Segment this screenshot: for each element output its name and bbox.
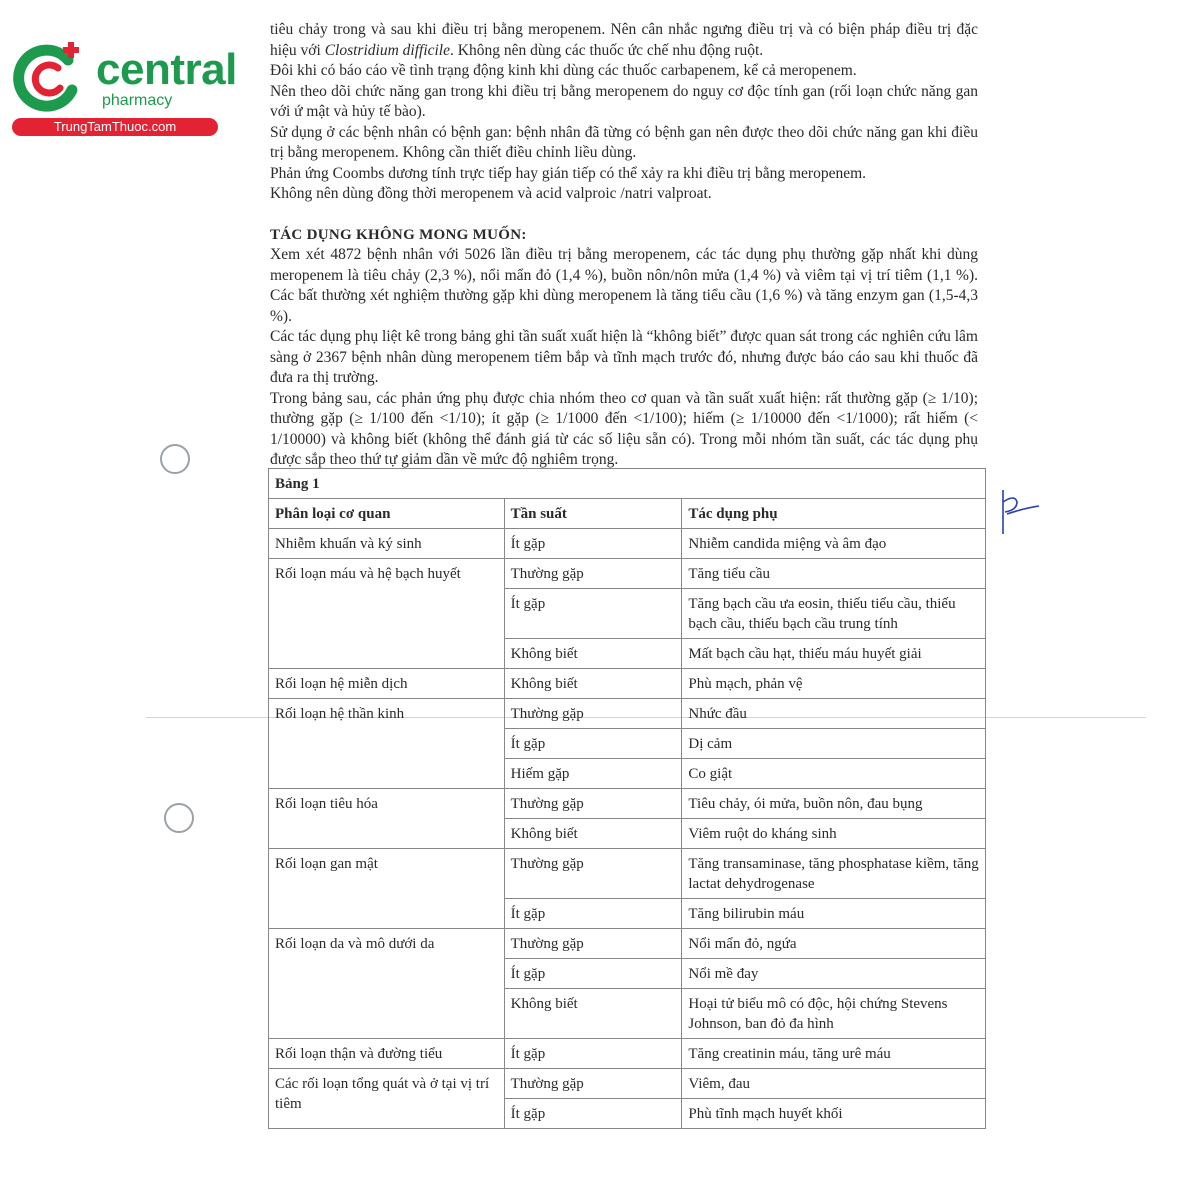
frequency-cell: Không biết xyxy=(504,669,682,699)
organ-class-cell: Rối loạn hệ thần kinh xyxy=(269,699,505,789)
paragraph: tiêu chảy trong và sau khi điều trị bằng meropenem. Nên cân nhắc ngưng điều trị và có biện pháp điều trị đặc hiệu với Clostridium difficile. Không nên dùng các thuốc ức chế nhu động ruột. xyxy=(270,21,978,59)
frequency-cell: Ít gặp xyxy=(504,959,682,989)
effect-cell: Tăng bạch cầu ưa eosin, thiếu tiểu cầu, thiếu bạch cầu, thiếu bạch cầu trung tính xyxy=(682,589,986,639)
frequency-cell: Thường gặp xyxy=(504,1069,682,1099)
effect-cell: Hoại tử biểu mô có độc, hội chứng Stevens Johnson, ban đỏ đa hình xyxy=(682,989,986,1039)
column-header-effect: Tác dụng phụ xyxy=(682,499,986,529)
logo-website[interactable]: TrungTamThuoc.com xyxy=(12,118,218,136)
column-header-frequency: Tần suất xyxy=(504,499,682,529)
frequency-cell: Ít gặp xyxy=(504,589,682,639)
adverse-effects-table xyxy=(268,468,986,1129)
paragraph: Nên theo dõi chức năng gan trong khi điều trị bằng meropenem do nguy cơ độc tính gan (rối loạn chức năng gan với ứ mật và hủy tế bào). xyxy=(270,82,978,120)
frequency-cell: Thường gặp xyxy=(504,929,682,959)
document-body xyxy=(270,20,978,471)
organ-class-cell: Rối loạn tiêu hóa xyxy=(269,789,505,849)
effect-cell: Nhức đầu xyxy=(682,699,986,729)
effect-cell: Tăng transaminase, tăng phosphatase kiềm, tăng lactat dehydrogenase xyxy=(682,849,986,899)
section-paragraph: Trong bảng sau, các phản ứng phụ được chia nhóm theo cơ quan và tần suất xuất hiện: rất thường gặp (≥ 1/10); thường gặp (≥ 1/100 đến <1/10); ít gặp (≥ 1/1000 đến <1/100); hiếm (≥ 1/10000 đến <1/1000); rất hiếm (< 1/10000) và không biết (không thể đánh giá từ các số liệu sẵn có). Trong mỗi nhóm tần suất, các tác dụng phụ được sắp theo thứ tự giảm dần về mức độ nghiêm trọng. xyxy=(270,389,978,468)
central-pharmacy-logo[interactable] xyxy=(10,38,237,138)
effect-cell: Nổi mề đay xyxy=(682,959,986,989)
paragraph: Đôi khi có báo cáo về tình trạng động kinh khi dùng các thuốc carbapenem, kể cả meropenem. xyxy=(270,62,857,79)
table-row xyxy=(269,1039,986,1069)
organ-class-cell: Rối loạn gan mật xyxy=(269,849,505,929)
frequency-cell: Ít gặp xyxy=(504,1039,682,1069)
frequency-cell: Không biết xyxy=(504,639,682,669)
effect-cell: Nổi mẩn đỏ, ngứa xyxy=(682,929,986,959)
effect-cell: Viêm, đau xyxy=(682,1069,986,1099)
effect-cell: Co giật xyxy=(682,759,986,789)
paragraph: Phản ứng Coombs dương tính trực tiếp hay gián tiếp có thể xảy ra khi điều trị bằng meropenem. xyxy=(270,164,867,182)
punch-hole xyxy=(164,803,194,833)
table-row xyxy=(269,699,986,729)
frequency-cell: Hiếm gặp xyxy=(504,759,682,789)
paragraph: Sử dụng ở các bệnh nhân có bệnh gan: bệnh nhân đã từng có bệnh gan nên được theo dõi chức năng gan khi điều trị bằng meropenem. Không cần thiết điều chỉnh liều dùng. xyxy=(270,123,978,161)
organ-class-cell: Các rối loạn tổng quát và ở tại vị trí tiêm xyxy=(269,1069,505,1129)
frequency-cell: Thường gặp xyxy=(504,789,682,819)
effect-cell: Phù mạch, phản vệ xyxy=(682,669,986,699)
table-row xyxy=(269,929,986,959)
central-logo-icon xyxy=(10,38,90,118)
frequency-cell: Thường gặp xyxy=(504,559,682,589)
effect-cell: Phù tĩnh mạch huyết khối xyxy=(682,1099,986,1129)
paragraph: Không nên dùng đồng thời meropenem và acid valproic /natri valproat. xyxy=(270,185,712,202)
table-row xyxy=(269,669,986,699)
effect-cell: Mất bạch cầu hạt, thiếu máu huyết giải xyxy=(682,639,986,669)
organ-class-cell: Rối loạn máu và hệ bạch huyết xyxy=(269,559,505,669)
effect-cell: Tăng creatinin máu, tăng urê máu xyxy=(682,1039,986,1069)
effect-cell: Dị cảm xyxy=(682,729,986,759)
effect-cell: Viêm ruột do kháng sinh xyxy=(682,819,986,849)
frequency-cell: Ít gặp xyxy=(504,899,682,929)
section-paragraph: Các tác dụng phụ liệt kê trong bảng ghi tần suất xuất hiện là “không biết” được quan sát trong các nghiên cứu lâm sàng ở 2367 bệnh nhân dùng meropenem tiêm bắp và tĩnh mạch trước đó, nhưng được báo cáo sau khi thuốc đã đưa ra thị trường. xyxy=(270,328,978,386)
organ-class-cell: Rối loạn thận và đường tiểu xyxy=(269,1039,505,1069)
section-heading: TÁC DỤNG KHÔNG MONG MUỐN: xyxy=(270,226,527,243)
effect-cell: Nhiễm candida miệng và âm đạo xyxy=(682,529,986,559)
frequency-cell: Thường gặp xyxy=(504,699,682,729)
column-header-organ: Phân loại cơ quan xyxy=(269,499,505,529)
logo-brand: central xyxy=(96,45,237,94)
section-paragraph: Xem xét 4872 bệnh nhân với 5026 lần điều trị bằng meropenem, các tác dụng phụ thường gặp nhất khi dùng meropenem là tiêu chảy (2,3 %), nổi mẩn đỏ (1,4 %), buồn nôn/nôn mửa (1,4 %) và viêm tại vị trí tiêm (1,1 %). Các bất thường xét nghiệm thường gặp khi dùng meropenem là tăng tiểu cầu (1,6 %) và tăng enzym gan (1,5-4,3 %). xyxy=(270,246,978,325)
italic-organism: Clostridium difficile xyxy=(324,41,450,59)
effect-cell: Tăng tiểu cầu xyxy=(682,559,986,589)
frequency-cell: Ít gặp xyxy=(504,1099,682,1129)
frequency-cell: Thường gặp xyxy=(504,849,682,899)
handwritten-mark-icon xyxy=(995,488,1045,538)
table-row xyxy=(269,559,986,589)
frequency-cell: Không biết xyxy=(504,989,682,1039)
table-row xyxy=(269,789,986,819)
effect-cell: Tăng bilirubin máu xyxy=(682,899,986,929)
effect-cell: Tiêu chảy, ói mửa, buồn nôn, đau bụng xyxy=(682,789,986,819)
frequency-cell: Không biết xyxy=(504,819,682,849)
table-row xyxy=(269,849,986,899)
organ-class-cell: Rối loạn hệ miễn dịch xyxy=(269,669,505,699)
organ-class-cell: Nhiễm khuẩn và ký sinh xyxy=(269,529,505,559)
organ-class-cell: Rối loạn da và mô dưới da xyxy=(269,929,505,1039)
table-row xyxy=(269,1069,986,1099)
table-caption: Bảng 1 xyxy=(269,469,986,499)
table-row xyxy=(269,529,986,559)
frequency-cell: Ít gặp xyxy=(504,529,682,559)
punch-hole xyxy=(160,444,190,474)
frequency-cell: Ít gặp xyxy=(504,729,682,759)
logo-subtitle: pharmacy xyxy=(102,92,173,109)
